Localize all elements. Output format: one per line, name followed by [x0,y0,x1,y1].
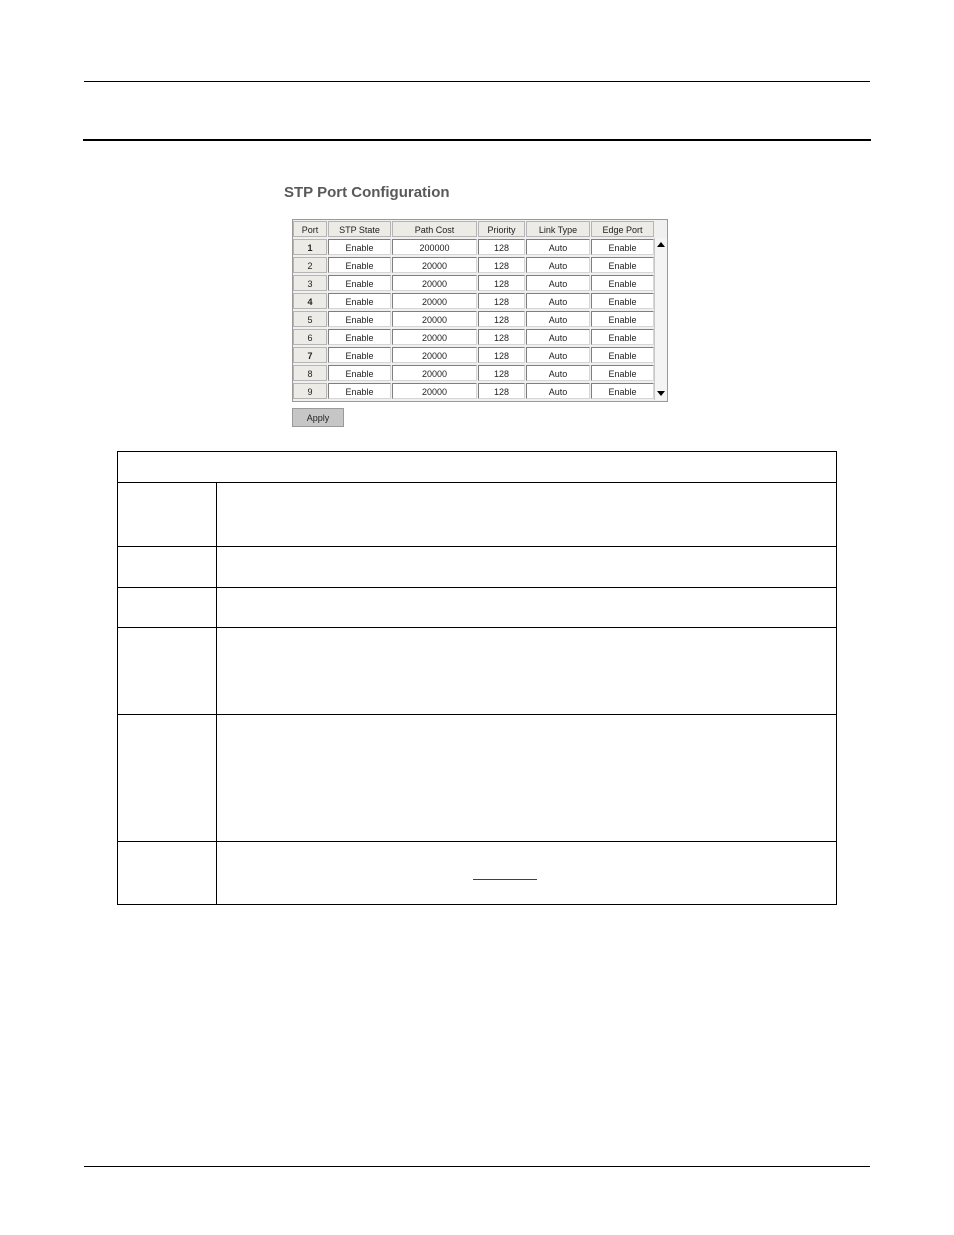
footer-rule [84,1166,870,1167]
grid-scrollbar[interactable] [654,238,667,400]
panel-title: STP Port Configuration [284,184,450,201]
port-number: 2 [293,257,327,273]
stp-state-select[interactable]: Enable [328,347,391,363]
column-header-edge-port[interactable]: Edge Port [591,221,654,237]
column-header-stp-state[interactable]: STP State [328,221,391,237]
stp-state-select[interactable]: Enable [328,275,391,291]
path-cost-input[interactable]: 20000 [392,311,477,327]
column-header-priority[interactable]: Priority [478,221,525,237]
path-cost-input[interactable]: 20000 [392,275,477,291]
stp-state-select[interactable]: Enable [328,383,391,399]
port-number: 9 [293,383,327,399]
edge-port-select[interactable]: Enable [591,257,654,273]
stp-state-select[interactable]: Enable [328,293,391,309]
stp-state-select[interactable]: Enable [328,311,391,327]
edge-port-select[interactable]: Enable [591,347,654,363]
column-header-path-cost[interactable]: Path Cost [392,221,477,237]
stp-state-select[interactable]: Enable [328,257,391,273]
stp-state-select[interactable]: Enable [328,329,391,345]
path-cost-input[interactable]: 20000 [392,293,477,309]
edge-port-select[interactable]: Enable [591,275,654,291]
link-type-select[interactable]: Auto [526,293,590,309]
stp-port-grid [292,219,668,402]
path-cost-input[interactable]: 200000 [392,239,477,255]
header-rule [84,81,870,82]
port-number: 5 [293,311,327,327]
edge-port-select[interactable]: Enable [591,383,654,399]
link-type-select[interactable]: Auto [526,365,590,381]
link-type-select[interactable]: Auto [526,257,590,273]
table-rule [118,627,836,628]
column-header-port[interactable]: Port [293,221,327,237]
column-header-link-type[interactable]: Link Type [526,221,590,237]
link-type-select[interactable]: Auto [526,329,590,345]
port-number: 1 [293,239,327,255]
link-type-select[interactable]: Auto [526,383,590,399]
priority-select[interactable]: 128 [478,275,525,291]
priority-select[interactable]: 128 [478,365,525,381]
path-cost-input[interactable]: 20000 [392,329,477,345]
path-cost-input[interactable]: 20000 [392,383,477,399]
scroll-down-icon[interactable] [657,391,665,396]
path-cost-input[interactable]: 20000 [392,257,477,273]
table-rule [118,482,836,483]
stp-state-select[interactable]: Enable [328,239,391,255]
link-type-select[interactable]: Auto [526,311,590,327]
priority-select[interactable]: 128 [478,329,525,345]
link-type-select[interactable]: Auto [526,239,590,255]
edge-port-select[interactable]: Enable [591,239,654,255]
path-cost-input[interactable]: 20000 [392,365,477,381]
table-rule [118,841,836,842]
reference-link[interactable] [473,879,537,880]
apply-button[interactable]: Apply [292,408,344,427]
table-rule [118,587,836,588]
port-number: 4 [293,293,327,309]
table-rule [118,546,836,547]
edge-port-select[interactable]: Enable [591,329,654,345]
table-column-divider [216,482,217,904]
priority-select[interactable]: 128 [478,383,525,399]
port-number: 3 [293,275,327,291]
description-table [117,451,837,905]
port-number: 6 [293,329,327,345]
priority-select[interactable]: 128 [478,347,525,363]
table-rule [118,714,836,715]
port-number: 8 [293,365,327,381]
edge-port-select[interactable]: Enable [591,311,654,327]
port-number: 7 [293,347,327,363]
stp-state-select[interactable]: Enable [328,365,391,381]
edge-port-select[interactable]: Enable [591,293,654,309]
priority-select[interactable]: 128 [478,311,525,327]
edge-port-select[interactable]: Enable [591,365,654,381]
priority-select[interactable]: 128 [478,293,525,309]
scroll-up-icon[interactable] [657,242,665,247]
priority-select[interactable]: 128 [478,239,525,255]
link-type-select[interactable]: Auto [526,347,590,363]
path-cost-input[interactable]: 20000 [392,347,477,363]
priority-select[interactable]: 128 [478,257,525,273]
section-rule [83,139,871,141]
link-type-select[interactable]: Auto [526,275,590,291]
